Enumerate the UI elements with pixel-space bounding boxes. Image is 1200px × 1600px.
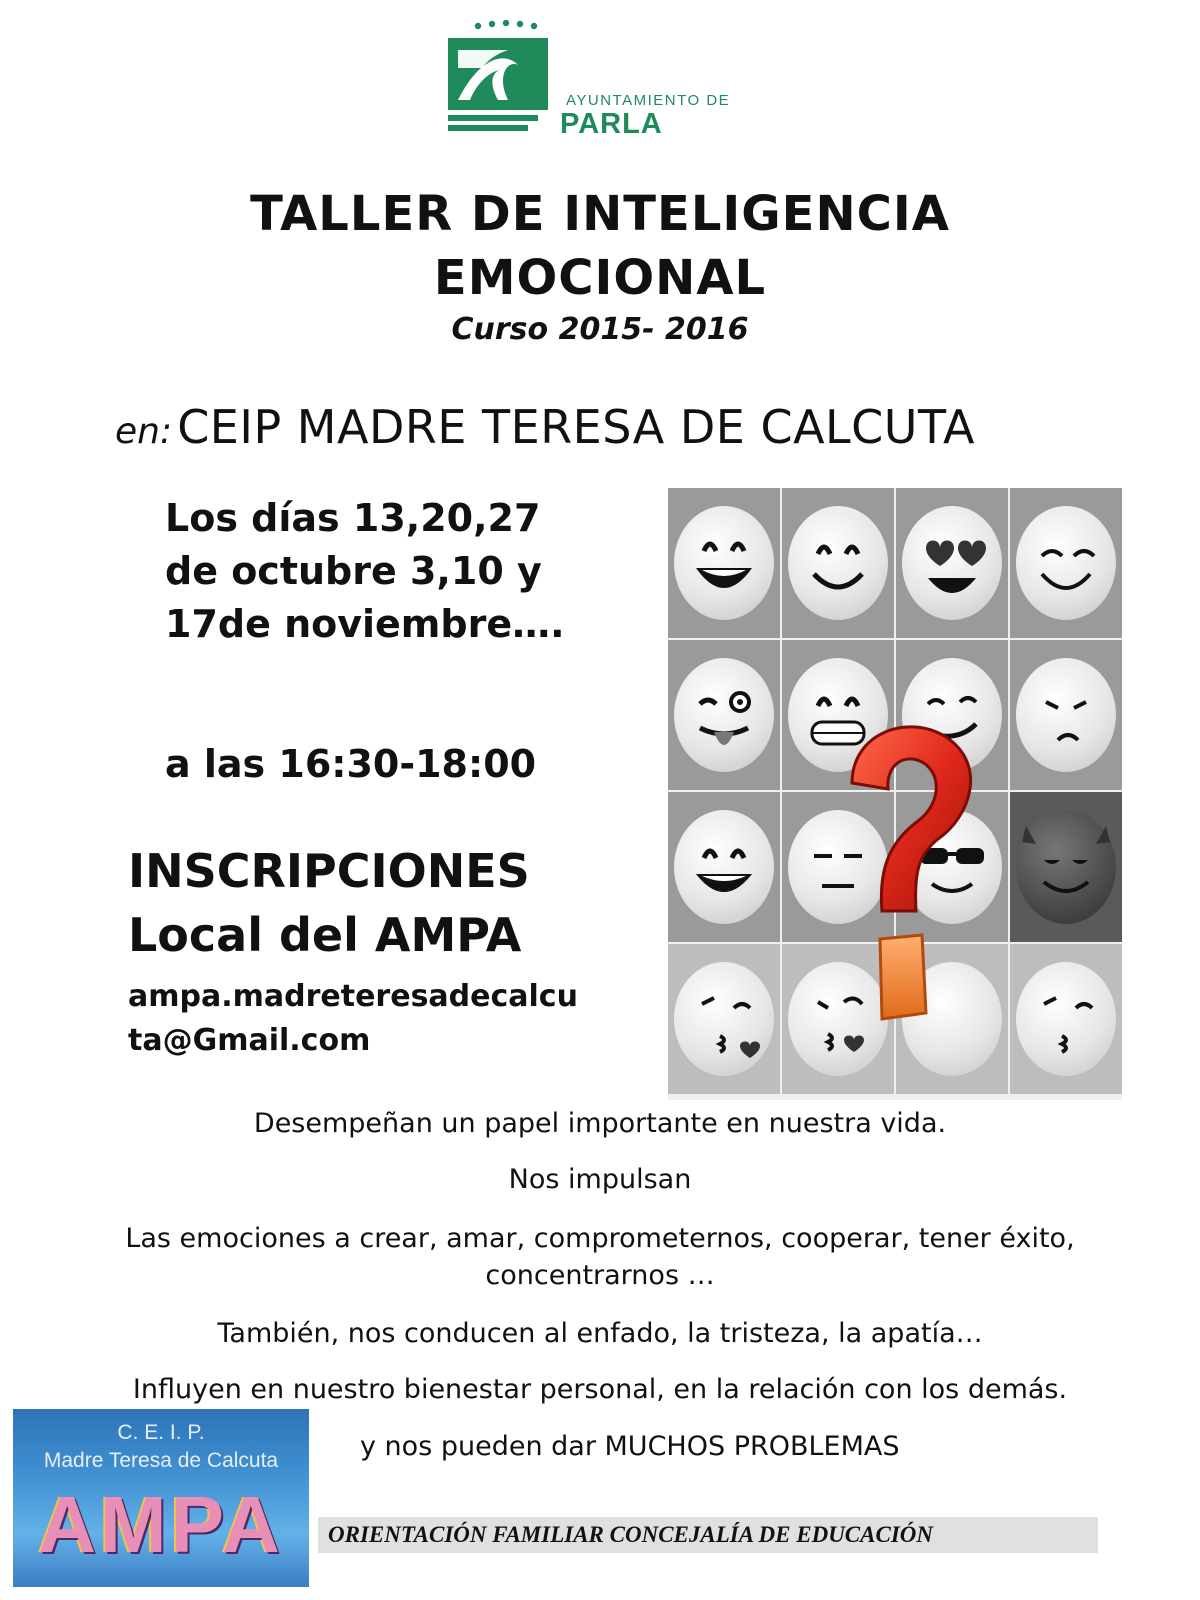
title-line2: EMOCIONAL [433,250,767,306]
body-text-line: También, nos conducen al enfado, la tristeza, la apatía… [217,1318,983,1349]
ayuntamiento-parla-logo [448,20,731,140]
logo-line2: PARLA [560,108,663,140]
kiss-face-icon [1016,962,1116,1076]
heart-eyes-face-icon [902,506,1002,620]
confused-face-icon [1016,658,1116,772]
course-subtitle: Curso 2015- 2016 [451,312,749,347]
body-text-line: Nos impulsan [508,1164,692,1195]
emoji-tile [668,488,780,638]
dates-line2: de octubre 3,10 y [165,549,542,593]
emoji-tile [1010,640,1122,790]
registration-email[interactable]: ampa.madreteresadecalcuta@Gmail.com [128,979,578,1058]
question-mark-icon [838,713,988,1043]
venue-line [115,400,1195,454]
dates-block [165,492,625,651]
registration-heading: INSCRIPCIONES [128,844,530,898]
ampa-logo-line3: AMPA [38,1480,284,1569]
devil-face-icon [1016,810,1116,924]
laughing-face-icon [1016,506,1116,620]
emoji-faces-image [668,488,1122,1100]
body-text-line: Influyen en nuestro bienestar personal, en la relación con los demás. [132,1374,1068,1405]
footer-text: ORIENTACIÓN FAMILIAR CONCEJALÍA DE EDUCACIÓN [328,1522,933,1547]
emoji-tile [668,640,780,790]
body-text-line: Las emociones a crear, amar, comprometernos, cooperar, tener éxito, concentrarnos … [125,1223,1075,1291]
emoji-tile [1010,488,1122,638]
venue-prefix: en: [115,411,173,452]
venue-name: CEIP MADRE TERESA DE CALCUTA [177,400,975,454]
ampa-logo-line1: C. E. I. P. [117,1421,205,1444]
body-text-line: y nos pueden dar MUCHOS PROBLEMAS [360,1431,900,1462]
emoji-tile [896,488,1008,638]
grin-face-icon [674,810,774,924]
title-line1: TALLER DE INTELIGENCIA [250,186,950,242]
emoji-tile [668,944,780,1094]
body-text-line: Desempeñan un papel importante en nuestra vida. [253,1108,947,1139]
kiss-face-icon [674,962,774,1076]
registration-place: Local del AMPA [128,908,522,962]
footer-bar [318,1517,1098,1553]
dates-line3: 17de noviembre…. [165,602,565,646]
ampa-logo-line2: Madre Teresa de Calcuta [43,1449,279,1472]
emoji-tile [668,792,780,942]
logo-line1: AYUNTAMIENTO DE [566,92,731,109]
ampa-logo [13,1409,309,1587]
big-smile-face-icon [674,506,774,620]
smile-face-icon [788,506,888,620]
emoji-tile [1010,792,1122,942]
wink-tongue-face-icon [674,658,774,772]
parla-emblem-icon [448,20,558,135]
emoji-tile [1010,944,1122,1094]
time-line: a las 16:30-18:00 [165,742,537,786]
dates-line1: Los días 13,20,27 [165,496,541,540]
emoji-tile [782,488,894,638]
